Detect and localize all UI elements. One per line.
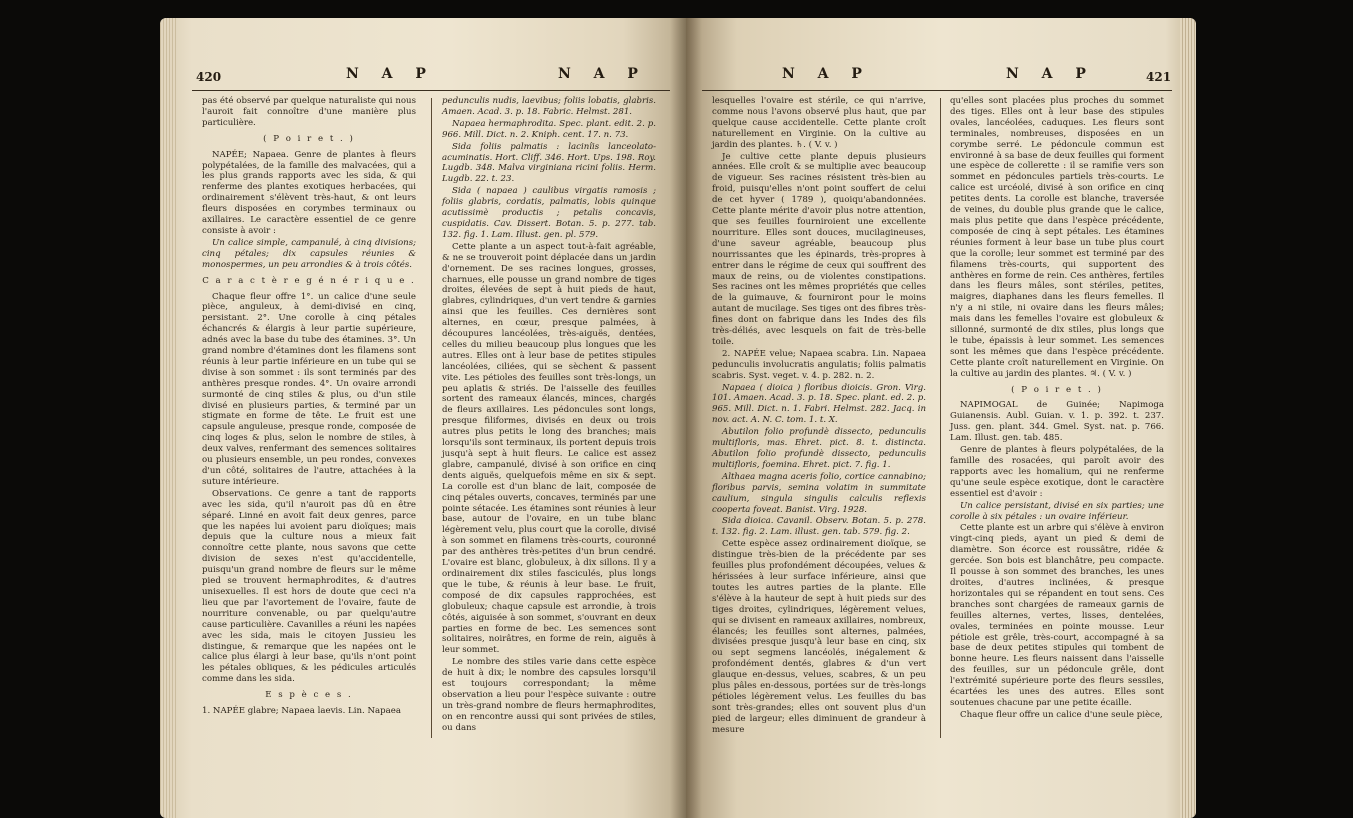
synonym: Napaea ( dioica ) floribus dioicis. Gron. Virg. 101. Amaen. Acad. 3. p. 18. Spec. plant. ed. 2. p. 965. Mill. Dict. n. 1. Fabri. Helmst. 282. Jacq. in nov. act. A. N. C. tom. 1. t. X. — [712, 382, 926, 426]
paragraph: Genre de plantes à fleurs polypétalées, de la famille des rosacées, qui paroît avoir des rapports avec les homalium, qui ne renferme qu'une seule espèce exotique, dont le caractère essentiel est d'avoir : — [950, 445, 1164, 499]
paragraph: Chaque fleur offre un calice d'une seule pièce, — [960, 709, 1163, 720]
page-edges-right — [1180, 18, 1196, 818]
right-page — [686, 18, 1196, 818]
running-header-right: N A P — [1006, 66, 1095, 82]
section-heading: E s p è c e s . — [265, 690, 353, 701]
synonym: Abutilon folio profundè dissecto, pedunculis multifloris, mas. Ehret. pict. 8. t. distincta. Abutilon folio profundè dissecto, pedunculis multifloris, foemina. Ehret. pict. 7. fig. 1. — [712, 427, 926, 470]
synonym: Napaea hermaphrodita. Spec. plant. edit. 2. p. 966. Mill. Dict. n. 2. Kniph. cent. 17. n. 73. — [442, 118, 656, 140]
right-column-1 — [712, 96, 926, 737]
running-header-left: N A P — [346, 66, 435, 82]
left-column-2 — [442, 96, 656, 735]
header-rule — [192, 90, 670, 91]
running-header-right: N A P — [558, 66, 647, 82]
author-signature: ( P o i r e t . ) — [263, 133, 355, 144]
paragraph: Le nombre des stiles varie dans cette espèce de huit à dix; le nombre des capsules lorsqu'il est toujours correspondant; la même observation a lieu pour l'espèce suivante : outre un très-grand nombre de fleurs hermaphrodites, on en rencontre aussi qui sont privées de stiles, ou dans — [442, 657, 656, 733]
synonym: Althaea magna aceris folio, cortice cannabino; floribus parvis, semina volatim in summitate caulium, singula singulis calculis reflexis cooperta foveat. Banist. Virg. 1928. — [712, 471, 926, 515]
synonym: Sida foliis palmatis : lacinîis lanceolato-acuminatis. Hort. Cliff. 346. Hort. Ups. 198. Roy. Lugdb. 348. Malva virginiana ricini foliis. Herm. Lugdb. 22. t. 23. — [442, 141, 656, 185]
page-edges-left — [160, 18, 176, 818]
essential-character: Un calice persistant, divisé en six parties; une corolle à six pétales : un ovaire inférieur. — [950, 500, 1164, 522]
author-signature: ( P o i r e t . ) — [1011, 384, 1103, 395]
genus-entry: NAPIMOGAL de Guinée; Napimoga Guianensis. Aubl. Guian. v. 1. p. 392. t. 237. Juss. gen. plant. 344. Gmel. Syst. nat. p. 766. Lam. Illust. gen. tab. 485. — [950, 400, 1164, 444]
running-header-left: N A P — [782, 66, 871, 82]
description-paragraph: Cette plante est un arbre qui s'élève à environ vingt-cinq pieds, ayant un pied & demi de diamètre. Son écorce est roussâtre, ridée & gercée. Son bois est blanchâtre, peu compacte. Il pousse à son sommet des branches, les unes droites, d'autres inclinées, & presque horizontales qui se répandent en tout sens. Ces branches sont chargées de rameaux garnis de feuilles alternes, vertes, lisses, dentelées, ovales, terminées en pointe mousse. Leur pétiole est grêle, très-court, accompagné à sa base de deux petites stipules qui tombent de bonne heure. Les fleurs naissent dans l'aisselle des feuilles, sur un pédoncule grêle, dont l'extrémité supérieure porte des fleurs sessiles, écartées les unes des autres. Elles sont soutenues chacune par une petite écaille. — [950, 523, 1164, 708]
right-column-2 — [950, 96, 1164, 722]
essential-character: Un calice simple, campanulé, à cinq divisions; cinq pétales; dix capsules réunies & monospermes, un peu arrondies & à trois côtés. — [202, 237, 416, 270]
page-number: 420 — [196, 70, 222, 84]
synonym: pedunculis nudis, laevibus; foliis lobatis, glabris. Amaen. Acad. 3. p. 18. Fabric. Helmst. 281. — [442, 96, 656, 117]
synonym: Sida dioica. Cavanil. Observ. Botan. 5. p. 278. t. 132. fig. 2. Lam. illust. gen. tab. 579. fig. 2. — [712, 516, 926, 538]
observations-paragraph: Observations. Ce genre a tant de rapports avec les sida, qu'il n'auroit pas dû en être séparé. Linné en avoit fait deux genres, parce que les napées lui avoient paru dioïques; mais depuis que la culture nous a mieux fait connoître cette plante, nous savons que cette division de sexes n'est qu'accidentelle, puisqu'un grand nombre de fleurs sur le même pied se trouvent hermaphrodites, & d'autres unisexuelles. Il est hors de doute que ceci n'a lieu que par l'avortement de l'ovaire, faute de nourriture convenable, ou par quelqu'autre cause particulière. Cavanilles a réuni les napées avec les sida, mais le citoyen Jussieu les distingue, & remarque que les napées ont le calice plus élargi à leur base, qu'ils n'ont point les pétales obliques, & les pédicules articulés comme dans les sida. — [202, 488, 416, 685]
book-gutter — [670, 18, 702, 818]
open-book — [150, 18, 1205, 818]
paragraph: Chaque fleur offre 1°. un calice d'une seule pièce, anguleux, à demi-divisé en cinq, persistant. 2°. Une corolle à cinq pétales échancrés & élargis à leur partie supérieure, adnés avec la base du tube des étamines. 3°. Un grand nombre d'étamines dont les filamens sont réunis à leur partie inférieure en un tube qui se divise à son sommet : ils sont terminés par des anthères presque rondes. 4°. Un ovaire arrondi surmonté de cinq stiles & plus, ou d'un stile divisé en plusieurs parties, & terminé par un stigmate en forme de tête. Le fruit est une capsule anguleuse, presque ronde, composée de cinq loges & plus, selon le nombre de stiles, à deux valves, renfermant des semences solitaires ou plusieurs ensemble, un peu rondes, convexes d'un côté, solitaires de l'autre, attachées à la suture intérieure. — [202, 291, 416, 487]
synonym: Sida ( napaea ) caulibus virgatis ramosis ; foliis glabris, cordatis, palmatis, lobis quinque acutissimè productis ; petalis concavis, cuspidatis. Cav. Dissert. Botan. 5. p. 277. tab. 132. fig. 1. Lam. Illust. gen. pl. 579. — [442, 186, 656, 240]
paragraph: pas été observé par quelque naturaliste qui nous l'auroit fait connoître d'une manière plus particulière. — [202, 96, 416, 128]
paragraph: lesquelles l'ovaire est stérile, ce qui n'arrive, comme nous l'avons observé plus haut, que par quelque cause accidentelle. Cette plante croît naturellement en Virginie. On la cultive au jardin des plantes. ♄. ( V. v. ) — [712, 96, 926, 150]
header-rule — [702, 90, 1172, 91]
column-divider — [431, 98, 432, 738]
description-paragraph: Cette plante a un aspect tout-à-fait agréable, & ne se trouveroit point déplacée dans un jardin d'ornement. De ses racines longues, grosses, charnues, elle pousse un grand nombre de tiges droites, élevées de sept à huit pieds de haut, glabres, cylindriques, d'un vert tendre & garnies ainsi que les feuilles. Ces dernières sont alternes, en cœur, presque palmées, à découpures lancéolées, très-aiguës, dentées, celles du milieu beaucoup plus longues que les autres. Elles ont à leur base de petites stipules lancéolées, ciliées, qui se sèchent & passent vite. Les pétioles des feuilles sont très-longs, un peu aplatis & striés. De l'aisselle des feuilles sortent des rameaux élancés, minces, chargés de fleurs axillaires. Les pédoncules sont longs, presque filiformes, divisés en deux ou trois autres plus petits le long des branches; mais lorsqu'ils sont terminaux, ils portent depuis trois jusqu'à sept à huit fleurs. Le calice est assez glabre, campanulé, divisé à son orifice en cinq dents aiguës, quelquefois même en six & sept. La corolle est d'un blanc de lait, composée de cinq pétales ouverts, concaves, terminés par une pointe sétacée. Les étamines sont réunies à leur base, autour de l'ovaire, en un tube blanc légèrement velu, plus court que la corolle, divisé à son sommet en filamens très-courts, couronné par des anthères très-petites d'un brun cendré. L'ovaire est blanc, globuleux, à dix sillons. Il y a ordinairement dix stiles fasciculés, plus longs que le tube, & réunis à leur base. Le fruit, composé de dix capsules rapprochées, est globuleux; chaque capsule est arrondie, à trois côtés, aiguisée à son sommet, s'ouvrant en deux parties en forme de bec. Les semences sont solitaires, noirâtres, en forme de rein, aiguës à leur sommet. — [442, 241, 656, 656]
species-entry: 2. NAPÉE velue; Napaea scabra. Lin. Napaea pedunculis involucratis angulatis; foliis palmatis scabris. Syst. veget. v. 4. p. 282. n. 2. — [712, 348, 926, 381]
description-paragraph: Cette espèce assez ordinairement dioïque, se distingue très-bien de la précédente par ses feuilles plus profondément découpées, velues & hérissées à leur surface inférieure, ainsi que toutes les autres parties de la plante. Elle s'élève à la hauteur de sept à huit pieds sur des tiges droites, cylindriques, légèrement velues, qui se divisent en rameaux axillaires, nombreux, élancés; les feuilles sont alternes, palmées, divisées presque jusqu'à leur base en cinq, six ou sept segmens lancéolés, inégalement & profondément dentés, glabres & d'un vert glauque en-dessus, velues, scabres, & un peu plus pâles en-dessous, portées sur de très-longs pétioles légèrement velus. Les feuilles du bas sont très-grandes; elles ont souvent plus d'un pied de largeur; elles diminuent de grandeur à mesure — [712, 539, 926, 735]
paragraph: Je cultive cette plante depuis plusieurs années. Elle croît & se multiplie avec beaucoup de vigueur. Ses racines résistent très-bien au froid, puisqu'elles n'ont point souffert de celui de cet hyver ( 1789 ), quoiqu'abandonnées. Cette plante mérite d'avoir plus notre attention, que ses feuilles fourniroient une excellente nourriture. Elles sont douces, mucilagineuses, d'une saveur agréable, beaucoup plus nourrissantes que les épinards, très-propres à entrer dans le régime de ceux qui souffrent des maux de reins, ou de violentes constipations. Ses racines ont les mêmes propriétés que celles de la guimauve, & fourniront pour le moins autant de mucilage. Ses tiges ont des fibres très-fines dont on fabrique dans les Indes des fils très-déliés, avec lesquels on fait de très-belle toile. — [712, 151, 926, 347]
page-number: 421 — [1146, 70, 1172, 84]
species-entry: 1. NAPÉE glabre; Napaea laevis. Lin. Napaea — [202, 706, 401, 717]
left-column-1 — [202, 96, 416, 718]
genus-entry: NAPÉE; Napaea. Genre de plantes à fleurs polypétalées, de la famille des malvacées, qui a les plus grands rapports avec les sida, & qui renferme des plantes exotiques herbacées, qui ordinairement s'élèvent très-haut, & ont leurs fleurs disposées en corymbes terminaux ou axillaires. Le caractère essentiel de ce genre consiste à avoir : — [202, 149, 416, 236]
section-heading: C a r a c t è r e g é n é r i q u e . — [202, 275, 416, 286]
paragraph: qu'elles sont placées plus proches du sommet des tiges. Elles ont à leur base des stipules ovales, lancéolées, caduques. Les fleurs sont terminales, nombreuses, disposées en un corymbe serré. Le pédoncule commun est environné à sa base de deux feuilles qui forment une espèce de collerette : il se ramifie vers son sommet en pédoncules partiels très-courts. Le calice est urcéolé, divisé à son orifice en cinq petites dents. La corolle est blanche, traversée de veines, du double plus grande que le calice, mais plus petite que dans l'espèce précédente, composée de cinq à sept pétales. Les étamines réunies forment à leur base un tube plus court que la corolle; leur sommet est terminé par des filamens très-courts, qui supportent des anthères en forme de rein. Ces anthères, fertiles dans les fleurs mâles, sont stériles, petites, maigres, diaphanes dans les fleurs femelles. Il n'y a ni stile, ni ovaire dans les fleurs mâles; mais dans les femelles l'ovaire est globuleux & sillonné, surmonté de dix stiles, plus longs que le tube, épaissis à leur sommet. Les semences sont les mêmes que dans l'espèce précédente. Cette plante croît naturellement en Virginie. On la cultive au jardin des plantes. ♃. ( V. v. ) — [950, 96, 1164, 379]
column-divider — [940, 98, 941, 738]
left-page — [160, 18, 686, 818]
